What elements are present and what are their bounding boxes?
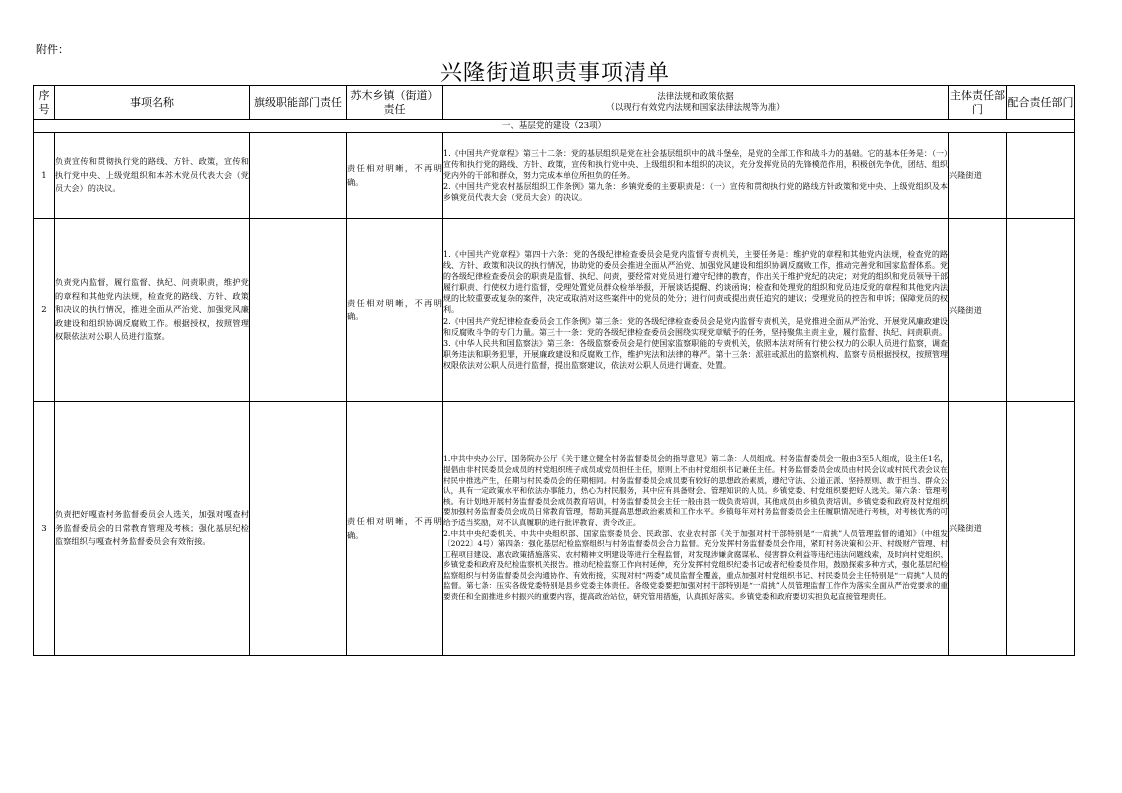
- table-row: [34, 219, 1075, 402]
- basis-paragraph: 2.《中国共产党纪律检查委员会工作条例》第三条：党的各级纪律检查委员会是党内监督专责机关，是党推进全面从严治党、开展党风廉政建设和反腐败斗争的专门力量。第三十一条：党的各级纪律检查委员会围绕实现党章赋予的任务，坚持聚焦主责主业，履行监督、执纪、问责职责。: [443, 316, 948, 337]
- basis-paragraph: 2.中共中央纪委机关、中共中央组织部、国家监察委员会、民政部、农业农村部《关于加强对村干部特别是“一肩挑”人员管理监督的通知》（中组发〔2022〕4号）第四条：强化基层纪检监察组织与村务监督委员会合力监督。充分发挥村务监督委员会作用，紧盯村务决策和公开、村级财产管理、村工程项目建设、惠农政策措施落实、农村精神文明建设等进行全程监督，对发现涉嫌贪腐谋私、侵害群众利益等违纪违法问题线索，及时向村党组织、乡镇党委和政府及纪检监察机关报告。推动纪检监察工作向村延伸，充分发挥村党组织纪委书记或者纪检委员作用，鼓励探索多种方式，强化基层纪检监察组织与村务监督委员会沟通协作、有效衔接，实现对村“两委”成员监督全覆盖，重点加强对村党组织书记、村民委员会主任特别是“一肩挑”人员的监督。第七条：压实各级党委特别是县乡党委主体责任。各级党委要把加强对村干部特别是“一肩挑”人员管理监督工作作为落实全面从严治党要求的重要责任和全面推进乡村振兴的重要内容，提高政治站位，研究管用措施，认真抓好落实。乡镇党委和政府要切实担负起直接管理责任。: [443, 528, 948, 602]
- row-sumu-duty: 责任相对明晰，不再明确。: [347, 219, 443, 402]
- row-main-dept: 兴隆街道: [949, 133, 1007, 219]
- row-banner-dept: [250, 133, 347, 219]
- attachment-label: 附件：: [36, 43, 69, 56]
- basis-paragraph: 2.《中国共产党农村基层组织工作条例》第九条：乡镇党委的主要职责是：（一）宣传和贯彻执行党的路线方针政策和党中央、上级党组织及本乡镇党员代表大会（党员大会）的决议。: [443, 182, 948, 203]
- row-legal-basis: [443, 219, 949, 402]
- row-legal-basis: [443, 402, 949, 656]
- duty-table: [33, 85, 1075, 656]
- header-banner-dept: 旗级职能部门责任: [250, 86, 347, 120]
- row-coop-dept: [1007, 402, 1075, 656]
- header-coop-dept: 配合责任部门: [1007, 86, 1075, 120]
- row-item-name: 负责宣传和贯彻执行党的路线、方针、政策，宣传和执行党中央、上级党组织和本苏木党员代表大会（党员大会）的决议。: [55, 133, 250, 219]
- basis-paragraph: 1.中共中央办公厅、国务院办公厅《关于建立健全村务监督委员会的指导意见》第二条：人员组成。村务监督委员会一般由3至5人组成，设主任1名，提倡由非村民委员会成员的村党组织班子成员或党员担任主任，原则上不由村党组织书记兼任主任。村务监督委员会成员由村民会议或村民代表会议在村民中推选产生，任期与村民委员会的任期相同。村务监督委员会成员要有较好的思想政治素质，遵纪守法、公道正派、坚持原则、敢于担当、群众公认，具有一定政策水平和依法办事能力，热心为村民服务，其中应有具备财会、管理知识的人员。乡镇党委、村党组织要把好人选关。第六条：管理考核。有计划地开展村务监督委员会成员教育培训，村务监督委员会主任一般由县一级负责培训，其他成员由乡镇负责培训。乡镇党委和政府及村党组织要加强村务监督委员会成员日常教育管理，帮助其提高思想政治素质和工作水平。乡镇每年对村务监督委员会主任履职情况进行考核，对考核优秀的可给予适当奖励，对不认真履职的进行批评教育、责令改正。: [443, 454, 948, 527]
- basis-paragraph: 3.《中华人民共和国监察法》第三条：各级监察委员会是行使国家监察职能的专责机关，依照本法对所有行使公权力的公职人员进行监察，调查职务违法和职务犯罪，开展廉政建设和反腐败工作，维护宪法和法律的尊严。第十三条：派驻或派出的监察机构、监察专员根据授权，按照管理权限依法对公职人员进行监督，提出监察建议，依法对公职人员进行调查、处置。: [443, 338, 948, 370]
- header-row: [34, 86, 1075, 120]
- header-main-dept: 主体责任部门: [949, 86, 1007, 120]
- row-seq: 1: [34, 133, 55, 219]
- row-seq: 2: [34, 219, 55, 402]
- header-legal-basis: [443, 86, 949, 120]
- row-sumu-duty: 责任相对明晰，不再明确。: [347, 402, 443, 656]
- table-row: [34, 402, 1075, 656]
- header-item-name: 事项名称: [55, 86, 250, 120]
- table-row: [34, 133, 1075, 219]
- row-sumu-duty: 责任相对明晰，不再明确。: [347, 133, 443, 219]
- row-main-dept: 兴隆街道: [949, 402, 1007, 656]
- row-item-name: 负责党内监督，履行监督、执纪、问责职责，维护党的章程和其他党内法规，检查党的路线、方针、政策和决议的执行情况，推进全面从严治党、加强党风廉政建设和组织协调反腐败工作。根据授权，按照管理权限依法对公职人员进行监察。: [55, 219, 250, 402]
- section-title: 一、基层党的建设（23项）: [34, 120, 1075, 133]
- row-seq: 3: [34, 402, 55, 656]
- header-seq: 序号: [34, 86, 55, 120]
- section-row: [34, 120, 1075, 133]
- row-legal-basis: [443, 133, 949, 219]
- basis-paragraph: 1.《中国共产党章程》第三十二条：党的基层组织是党在社会基层组织中的战斗堡垒，是党的全部工作和战斗力的基础。它的基本任务是：（一）宣传和执行党的路线、方针、政策，宣传和执行党中央、上级组织和本组织的决议，充分发挥党员的先锋模范作用，积极创先争优，团结、组织党内外的干部和群众，努力完成本单位所担负的任务。: [443, 148, 948, 180]
- header-legal-basis-line1: 法律法规和政策依据: [657, 91, 734, 102]
- row-main-dept: 兴隆街道: [949, 219, 1007, 402]
- header-legal-basis-line2: （以现行有效党内法规和国家法律法规等为准）: [606, 102, 785, 113]
- row-banner-dept: [250, 402, 347, 656]
- row-banner-dept: [250, 219, 347, 402]
- header-sumu-duty: 苏木乡镇（街道）责任: [347, 86, 443, 120]
- row-coop-dept: [1007, 133, 1075, 219]
- page-title: 兴隆街道职责事项清单: [439, 61, 670, 86]
- basis-paragraph: 1.《中国共产党章程》第四十六条：党的各级纪律检查委员会是党内监督专责机关，主要任务是：维护党的章程和其他党内法规，检查党的路线、方针、政策和决议的执行情况，协助党的委员会推进全面从严治党、加强党风建设和组织协调反腐败工作，推动完善党和国家监督体系。党的各级纪律检查委员会的职责是监督、执纪、问责，要经常对党员进行遵守纪律的教育，作出关于维护党纪的决定；对党的组织和党员领导干部履行职责、行使权力进行监督，受理处置党员群众检举举报，开展谈话提醒、约谈函询；检查和处理党的组织和党员违反党的章程和其他党内法规的比较重要或复杂的案件，决定或取消对这些案件中的党员的处分；进行问责或提出责任追究的建议；受理党员的控告和申诉；保障党员的权利。: [443, 249, 948, 315]
- row-item-name: 负责把好嘎查村务监督委员会人选关，加强对嘎查村务监督委员会的日常教育管理及考核；强化基层纪检监察组织与嘎查村务监督委员会有效衔接。: [55, 402, 250, 656]
- row-coop-dept: [1007, 219, 1075, 402]
